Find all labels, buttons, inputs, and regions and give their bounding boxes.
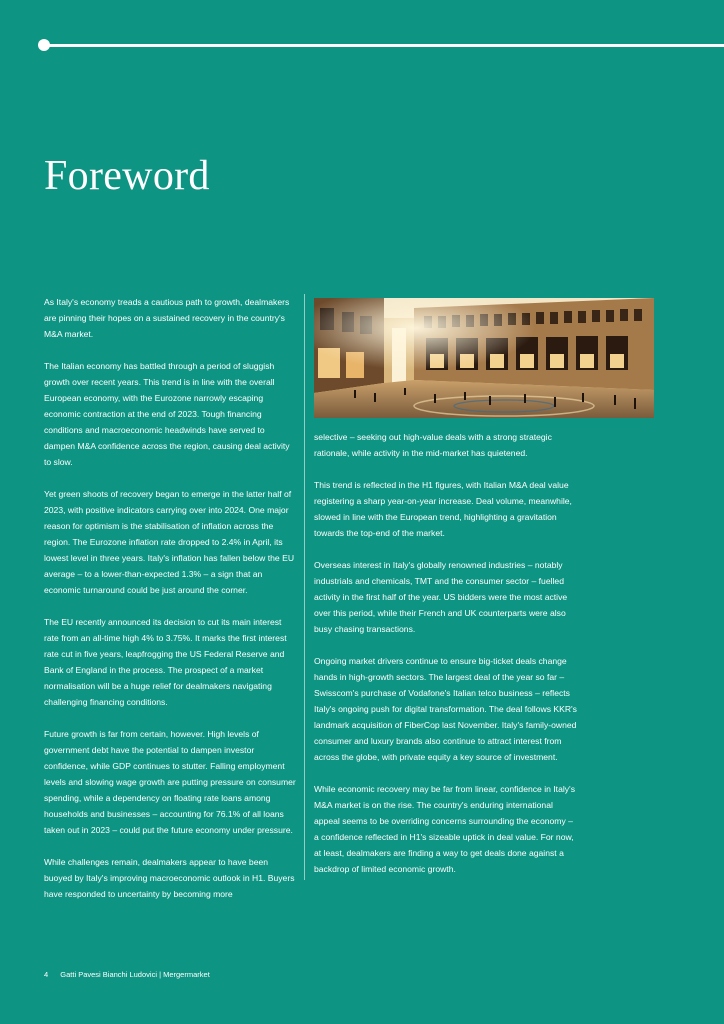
paragraph: This trend is reflected in the H1 figures, with Italian M&A deal value registering a sharp year-on-year increase. Deal volume, meanwhile, slowed in line with the European trend, highlighting a gravitation towards the top-end of the market. xyxy=(314,480,572,538)
paragraph: Yet green shoots of recovery began to emerge in the latter half of 2023, with positive indicators carrying over into 2024. One major reason for optimism is the stabilisation of inflation across the region. The Eurozone inflation rate dropped to 2.4% in April, its lowest level in three years. Italy's inflation has fallen below the EU average – to a lower-than-expected 1.3% – a sign that an economic turnaround could be just around the corner. xyxy=(44,489,295,595)
page-footer xyxy=(44,970,220,979)
publication-credit: Gatti Pavesi Bianchi Ludovici | Mergermarket xyxy=(60,970,210,979)
paragraph: While challenges remain, dealmakers appear to have been buoyed by Italy's improving macroeconomic outlook in H1. Buyers have responded to uncertainty by becoming more xyxy=(44,857,295,899)
left-column xyxy=(44,294,296,918)
page-number: 4 xyxy=(44,970,49,979)
paragraph: The EU recently announced its decision to cut its main interest rate from an all-time high 4% to 3.75%. It marks the first interest rate cut in five years, leapfrogging the US Federal Reserve and Bank of England in the process. The prospect of a market normalisation will be a huge relief for dealmakers navigating challenging financing conditions. xyxy=(44,617,287,707)
paragraph: While economic recovery may be far from linear, confidence in Italy's M&A market is on the rise. The country's enduring international appeal seems to be overriding concerns surrounding the economy – a confidence reflected in H1's sizeable uptick in deal value. For now, at least, dealmakers are finding a way to get deals done against a backdrop of limited economic growth. xyxy=(314,784,575,874)
paragraph: Ongoing market drivers continue to ensure big-ticket deals change hands in high-growth sectors. The largest deal of the year so far – Swisscom's purchase of Vodafone's Italian telco business – reflects Italy's ongoing push for digital transformation. The deal follows KKR's landmark acquisition of FiberCop last November. Italy's family-owned consumer and luxury brands also continue to attract interest from across the globe, with private equity a key source of investment. xyxy=(314,656,577,762)
paragraph: Future growth is far from certain, however. High levels of government debt have the potential to dampen investor confidence, while GDP continues to stutter. Falling employment levels and slowing wage growth are putting pressure on consumer spending, while a dependency on floating rate loans among households and businesses – accounting for 76.1% of all loans taken out in 2023 – could put the future economy under pressure. xyxy=(44,729,296,835)
paragraph: Overseas interest in Italy's globally renowned industries – notably industrials and chemicals, TMT and the consumer sector – fuelled activity in the first half of the year. US bidders were the most active over this period, while their French and UK counterparts were also busy chasing transactions. xyxy=(314,560,568,634)
paragraph: As Italy's economy treads a cautious path to growth, dealmakers are pinning their hopes on a sustained recovery in the country's M&A market. xyxy=(44,297,290,339)
page-title: Foreword xyxy=(44,153,210,199)
galleria-photo xyxy=(314,298,654,418)
right-column xyxy=(314,429,580,893)
paragraph: The Italian economy has battled through a period of sluggish growth over recent years. This trend is in line with the overall European economy, with the Eurozone narrowly escaping economic contraction at the end of 2023. Tough financing conditions and macroeconomic headwinds have served to dampen M&A confidence across the region, causing deal activity to slow. xyxy=(44,361,290,467)
paragraph: selective – seeking out high-value deals with a strong strategic rationale, while activity in the mid-market has quietened. xyxy=(314,432,552,458)
column-divider xyxy=(304,294,305,880)
top-rule xyxy=(44,44,724,47)
top-rule-dot xyxy=(38,39,50,51)
